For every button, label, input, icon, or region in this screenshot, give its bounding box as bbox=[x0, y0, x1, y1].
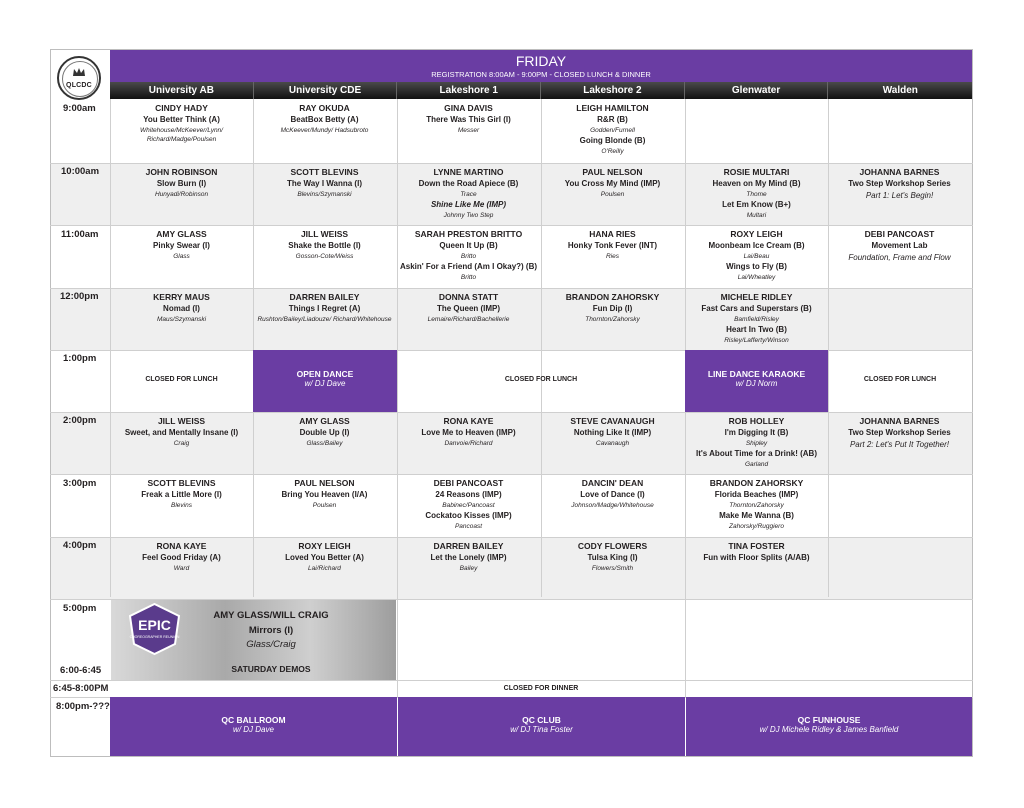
time-label: 2:00pm bbox=[63, 415, 97, 426]
day-subtitle: REGISTRATION 8:00AM - 9:00PM - CLOSED LUNCH & DINNER bbox=[431, 70, 651, 79]
instructor-name: DARREN BAILEY bbox=[289, 292, 360, 302]
dance-title: Going Blonde (B) bbox=[579, 136, 646, 145]
choreographer: Thornton/Zahorsky bbox=[585, 316, 640, 323]
dance-title: Freak a Little More (I) bbox=[141, 490, 222, 499]
row-divider bbox=[50, 412, 973, 413]
dance-title: BeatBox Betty (A) bbox=[290, 115, 359, 124]
class-slot bbox=[253, 477, 396, 510]
class-slot bbox=[685, 166, 828, 220]
room-header-bar bbox=[110, 82, 972, 99]
choreographer: Ries bbox=[605, 253, 619, 260]
class-slot bbox=[397, 540, 540, 573]
instructor-name: ROSIE MULTARI bbox=[723, 167, 790, 177]
instructor-name: ROXY LEIGH bbox=[730, 229, 783, 239]
class-slot bbox=[685, 228, 828, 282]
karaoke-title: LINE DANCE KARAOKE bbox=[707, 369, 806, 379]
class-slot bbox=[685, 477, 828, 531]
dance-title: Loved You Better (A) bbox=[285, 553, 364, 562]
instructor-name: RAY OKUDA bbox=[299, 103, 350, 113]
dance-title: Love Me to Heaven (IMP) bbox=[421, 428, 516, 437]
choreographer: Glass/Bailey bbox=[306, 440, 343, 447]
instructor-name: BRANDON ZAHORSKY bbox=[565, 292, 660, 302]
class-slot bbox=[253, 540, 396, 573]
karaoke-block bbox=[685, 350, 828, 412]
dance-title: Wings to Fly (B) bbox=[726, 262, 787, 271]
dance-title: Tulsa King (I) bbox=[587, 553, 638, 562]
instructor-name: DONNA STATT bbox=[438, 292, 499, 302]
dance-title: Fun Dip (I) bbox=[592, 304, 633, 313]
choreographer: Maus/Szymanski bbox=[156, 316, 207, 323]
dance-title: 24 Reasons (IMP) bbox=[435, 490, 502, 499]
time-label: 5:00pm bbox=[63, 603, 97, 614]
class-slot bbox=[541, 477, 684, 510]
choreographer: Hunyadi/Robinson bbox=[154, 191, 209, 198]
class-slot bbox=[110, 166, 253, 199]
dance-title: Two Step Workshop Series bbox=[848, 179, 951, 188]
choreographer: Lemaire/Richard/Bachellerie bbox=[427, 316, 510, 323]
room-header: Walden bbox=[882, 85, 918, 96]
class-slot bbox=[828, 166, 971, 201]
evening-title: QC BALLROOM bbox=[221, 715, 286, 725]
dance-title: R&R (B) bbox=[597, 115, 628, 124]
evening-title: QC CLUB bbox=[522, 715, 561, 725]
dance-title: Bring You Heaven (I/A) bbox=[281, 490, 368, 499]
dance-title: Askin' For a Friend (Am I Okay?) (B) bbox=[399, 262, 538, 271]
class-slot bbox=[397, 102, 540, 135]
choreographer: Poulsen bbox=[600, 191, 625, 198]
instructor-name: CODY FLOWERS bbox=[577, 541, 648, 551]
evening-title: QC FUNHOUSE bbox=[797, 715, 861, 725]
instructor-name: JOHANNA BARNES bbox=[859, 167, 940, 177]
dance-title: Fun with Floor Splits (A/AB) bbox=[703, 553, 810, 562]
instructor-name: DEBI PANCOAST bbox=[864, 229, 935, 239]
dance-title: I'm Digging It (B) bbox=[724, 428, 789, 437]
instructor-name: MICHELE RIDLEY bbox=[720, 292, 793, 302]
instructor-name: SCOTT BLEVINS bbox=[290, 167, 359, 177]
choreographer: Danvoie/Richard bbox=[444, 440, 493, 447]
class-slot bbox=[397, 166, 540, 220]
dance-title: Shake the Bottle (I) bbox=[288, 241, 361, 250]
dance-title: The Queen (IMP) bbox=[436, 304, 501, 313]
time-label: 6:00-6:45 bbox=[60, 665, 102, 676]
dance-title: Honky Tonk Fever (INT) bbox=[567, 241, 658, 250]
dance-title: Down the Road Apiece (B) bbox=[418, 179, 519, 188]
logo-text: QLCDC bbox=[66, 81, 92, 89]
class-slot bbox=[253, 102, 396, 135]
dance-title: It's About Time for a Drink! (AB) bbox=[695, 449, 817, 458]
choreographer: Johnson/Madge/Whitehouse bbox=[571, 502, 654, 509]
room-header: University CDE bbox=[254, 82, 398, 99]
class-slot bbox=[828, 228, 971, 263]
room-header: Lakeshore 2 bbox=[541, 82, 685, 99]
time-label: 11:00am bbox=[61, 229, 99, 240]
dance-title: Pinky Swear (I) bbox=[153, 241, 210, 250]
choreographer: Blevins bbox=[171, 502, 192, 509]
instructor-name: PAUL NELSON bbox=[582, 167, 643, 177]
closed-for-dinner: CLOSED FOR DINNER bbox=[503, 685, 579, 692]
class-slot bbox=[541, 102, 684, 156]
class-slot bbox=[110, 228, 253, 261]
dance-title: Florida Beaches (IMP) bbox=[714, 490, 799, 499]
epic-badge-sub: CHOREOGRAPHER REUNION bbox=[129, 635, 180, 639]
dance-title: There Was This Girl (I) bbox=[426, 115, 511, 124]
instructor-name: SCOTT BLEVINS bbox=[147, 478, 216, 488]
instructor-name: PAUL NELSON bbox=[294, 478, 355, 488]
room-header: Lakeshore 1 bbox=[397, 82, 541, 99]
class-slot bbox=[397, 228, 540, 282]
workshop-subtitle: Foundation, Frame and Flow bbox=[848, 253, 951, 262]
choreographer: Gosson-Cote/Weiss bbox=[295, 253, 354, 260]
class-slot bbox=[828, 415, 971, 450]
class-slot bbox=[110, 540, 253, 573]
class-slot bbox=[253, 166, 396, 199]
choreographer: Flowers/Smith bbox=[591, 565, 634, 572]
room-header: Glenwater bbox=[685, 82, 829, 99]
choreographer: Garland bbox=[744, 461, 769, 468]
time-label: 1:00pm bbox=[63, 353, 97, 364]
instructor-name: JILL WEISS bbox=[157, 416, 206, 426]
choreographer: Godden/Furnell bbox=[590, 127, 635, 134]
dance-title: Queen It Up (B) bbox=[439, 241, 498, 250]
row-divider bbox=[50, 537, 973, 538]
instructor-name: DARREN BAILEY bbox=[433, 541, 504, 551]
instructor-name: BRANDON ZAHORSKY bbox=[709, 478, 804, 488]
instructor-name: HANA RIES bbox=[589, 229, 636, 239]
dance-title: Nomad (I) bbox=[163, 304, 200, 313]
epic-badge-title: EPIC bbox=[138, 617, 171, 633]
room-header: University AB bbox=[110, 82, 254, 99]
day-header bbox=[110, 50, 972, 82]
instructor-name: GINA DAVIS bbox=[444, 103, 493, 113]
choreographer: Whitehouse/McKeever/Lynn/ Richard/Madge/Poulsen bbox=[140, 127, 223, 143]
closed-for-lunch: CLOSED FOR LUNCH bbox=[863, 376, 937, 383]
time-label: 10:00am bbox=[61, 166, 100, 177]
dance-title: Love of Dance (I) bbox=[580, 490, 645, 499]
workshop-subtitle: Part 2: Let's Put It Together! bbox=[849, 440, 950, 449]
choreographer: Bailey bbox=[459, 565, 478, 572]
dance-title: You Better Think (A) bbox=[143, 115, 220, 124]
qlcdc-logo bbox=[57, 56, 101, 100]
dance-title: You Cross My Mind (IMP) bbox=[564, 179, 661, 188]
dance-title: Feel Good Friday (A) bbox=[142, 553, 221, 562]
choreographer: Thome bbox=[746, 191, 767, 198]
choreographer: Risley/Lafferty/Winson bbox=[724, 337, 789, 344]
instructor-name: TINA FOSTER bbox=[728, 541, 785, 551]
time-label: 6:45-8:00PM bbox=[53, 683, 109, 694]
choreographer: Pancoast bbox=[454, 523, 483, 530]
choreographer: Shipley bbox=[745, 440, 768, 447]
dance-title: Sweet, and Mentally Insane (I) bbox=[124, 428, 239, 437]
choreographer: Lai/Beau bbox=[743, 253, 770, 260]
qc-club-block bbox=[398, 697, 685, 756]
choreographer: Lai/Wheatley bbox=[737, 274, 776, 281]
dance-title: Nothing Like It (IMP) bbox=[573, 428, 652, 437]
choreographer: Zahorsky/Ruggiero bbox=[729, 523, 784, 530]
time-label: 12:00pm bbox=[60, 291, 99, 302]
dance-title: Things I Regret (A) bbox=[288, 304, 361, 313]
epic-choreo: Glass/Craig bbox=[246, 639, 296, 650]
dance-title: Moonbeam Ice Cream (B) bbox=[708, 241, 805, 250]
instructor-name: ROXY LEIGH bbox=[298, 541, 351, 551]
evening-dj: w/ DJ Tina Foster bbox=[510, 725, 573, 734]
class-slot bbox=[541, 415, 684, 448]
choreographer: McKeever/Mundy/ Hadsubroto bbox=[280, 127, 369, 134]
instructor-name: LEIGH HAMILTON bbox=[576, 103, 649, 113]
choreographer: Ward bbox=[173, 565, 190, 572]
row-divider bbox=[50, 474, 973, 475]
class-slot bbox=[541, 291, 684, 324]
evening-dj: w/ DJ Michele Ridley & James Banfield bbox=[759, 725, 899, 734]
dance-title: Shine Like Me (IMP) bbox=[430, 200, 507, 209]
karaoke-dj: w/ DJ Norm bbox=[735, 379, 778, 388]
choreographer: Multari bbox=[746, 212, 767, 219]
choreographer: Messer bbox=[457, 127, 480, 134]
class-slot bbox=[397, 415, 540, 448]
dance-title: The Way I Wanna (I) bbox=[287, 179, 362, 188]
choreographer: Johnny Two Step bbox=[443, 212, 494, 219]
instructor-name: LYNNE MARTINO bbox=[433, 167, 504, 177]
class-slot bbox=[110, 477, 253, 510]
qc-funhouse-block bbox=[686, 697, 972, 756]
instructor-name: KERRY MAUS bbox=[153, 292, 210, 302]
class-slot bbox=[685, 415, 828, 469]
instructor-name: RONA KAYE bbox=[443, 416, 494, 426]
row-divider bbox=[50, 350, 973, 351]
instructor-name: DEBI PANCOAST bbox=[433, 478, 504, 488]
dance-title: Movement Lab bbox=[871, 241, 928, 250]
time-label: 3:00pm bbox=[63, 478, 97, 489]
row-divider bbox=[50, 225, 973, 226]
dance-title: Let Em Know (B+) bbox=[722, 200, 791, 209]
class-slot bbox=[110, 415, 253, 448]
class-slot bbox=[685, 291, 828, 345]
day-title: FRIDAY bbox=[515, 53, 567, 69]
instructor-name: DANCIN' DEAN bbox=[581, 478, 644, 488]
dance-title: Slow Burn (I) bbox=[156, 179, 207, 188]
row-divider bbox=[50, 163, 973, 164]
open-dance-dj: w/ DJ Dave bbox=[304, 379, 346, 388]
instructor-name: AMY GLASS bbox=[299, 416, 350, 426]
dance-title: Let the Lonely (IMP) bbox=[430, 553, 507, 562]
choreographer: Lai/Richard bbox=[308, 565, 341, 572]
class-slot bbox=[541, 166, 684, 199]
dance-title: Two Step Workshop Series bbox=[848, 428, 951, 437]
closed-for-lunch: CLOSED FOR LUNCH bbox=[504, 376, 578, 383]
instructor-name: JOHN ROBINSON bbox=[145, 167, 218, 177]
time-label: 4:00pm bbox=[63, 540, 97, 551]
instructor-name: RONA KAYE bbox=[156, 541, 207, 551]
row-divider bbox=[50, 288, 973, 289]
choreographer: Craig bbox=[173, 440, 190, 447]
choreographer: Britto bbox=[460, 274, 477, 281]
choreographer: Babinec/Pancoast bbox=[442, 502, 495, 509]
class-slot bbox=[397, 477, 540, 531]
row-divider bbox=[50, 680, 973, 681]
class-slot bbox=[253, 228, 396, 261]
instructor-name: AMY GLASS bbox=[156, 229, 207, 239]
choreographer: Rushton/Bailey/Liadouze/ Richard/Whitehouse bbox=[257, 316, 392, 323]
dance-title: Heart In Two (B) bbox=[726, 325, 787, 334]
dance-title: Cockatoo Kisses (IMP) bbox=[425, 511, 512, 520]
class-slot bbox=[110, 102, 253, 144]
epic-dance: Mirrors (I) bbox=[248, 625, 294, 636]
choreographer: Thornton/Zahorsky bbox=[729, 502, 784, 509]
instructor-name: JOHANNA BARNES bbox=[859, 416, 940, 426]
class-slot bbox=[541, 228, 684, 261]
instructor-name: STEVE CAVANAUGH bbox=[570, 416, 655, 426]
open-dance-block bbox=[253, 350, 397, 412]
class-slot bbox=[541, 540, 684, 573]
dance-title: Make Me Wanna (B) bbox=[719, 511, 794, 520]
class-slot bbox=[397, 291, 540, 324]
class-slot bbox=[110, 291, 253, 324]
saturday-demos: SATURDAY DEMOS bbox=[231, 664, 311, 674]
open-dance-title: OPEN DANCE bbox=[296, 369, 354, 379]
dance-title: Double Up (I) bbox=[299, 428, 350, 437]
choreographer: Britto bbox=[460, 253, 477, 260]
evening-dj: w/ DJ Dave bbox=[233, 725, 274, 734]
class-slot bbox=[253, 291, 396, 324]
choreographer: Bamfield/Risley bbox=[734, 316, 779, 323]
instructor-name: ROB HOLLEY bbox=[728, 416, 785, 426]
epic-instructor: AMY GLASS/WILL CRAIG bbox=[213, 610, 329, 621]
choreographer: Cavanaugh bbox=[595, 440, 630, 447]
choreographer: O'Reilly bbox=[601, 148, 624, 155]
choreographer: Glass bbox=[173, 253, 190, 260]
instructor-name: JILL WEISS bbox=[300, 229, 349, 239]
choreographer: Trace bbox=[460, 191, 477, 198]
closed-for-lunch: CLOSED FOR LUNCH bbox=[145, 376, 218, 383]
time-label: 9:00am bbox=[63, 103, 96, 114]
dance-title: Fast Cars and Superstars (B) bbox=[701, 304, 812, 313]
workshop-subtitle: Part 1: Let's Begin! bbox=[865, 191, 934, 200]
epic-badge-icon bbox=[127, 602, 182, 656]
class-slot bbox=[685, 540, 828, 564]
instructor-name: CINDY HADY bbox=[155, 103, 208, 113]
instructor-name: SARAH PRESTON BRITTO bbox=[414, 229, 523, 239]
choreographer: Poulsen bbox=[312, 502, 337, 509]
dance-title: Heaven on My Mind (B) bbox=[712, 179, 801, 188]
class-slot bbox=[253, 415, 396, 448]
choreographer: Blevins/Szymanski bbox=[297, 191, 352, 198]
qc-ballroom-block bbox=[110, 697, 397, 756]
time-label: 8:00pm-??? bbox=[56, 701, 110, 712]
crown-icon bbox=[73, 68, 85, 76]
